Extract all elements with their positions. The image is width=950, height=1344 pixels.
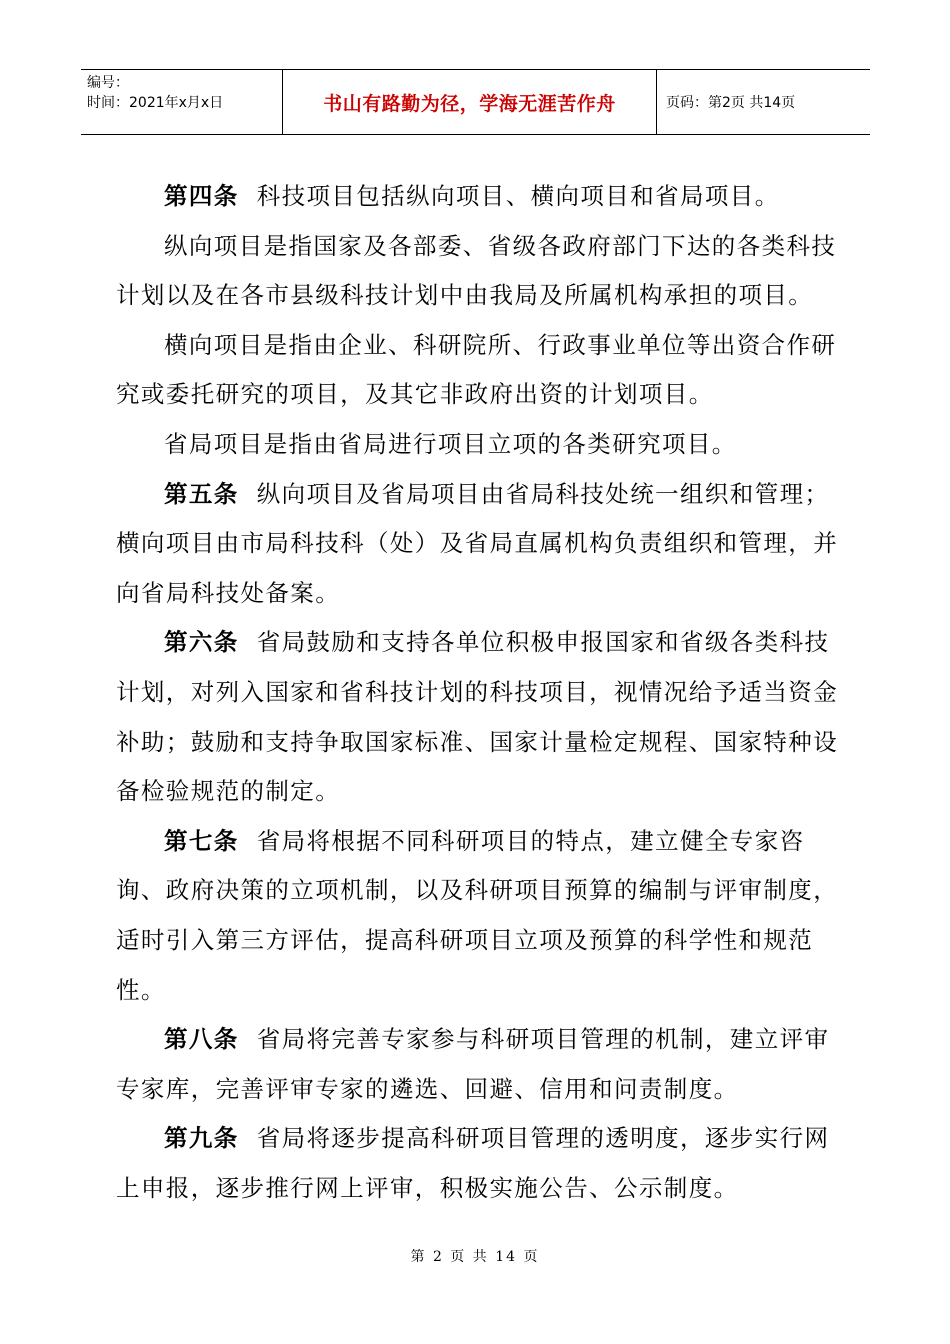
page-info: 页码：第2页 共14页 [666,95,796,111]
number-label: 编号： [87,75,129,91]
paragraph-text: 科技项目包括纵向项目、横向项目和省局项目。 [256,182,780,210]
paragraph-article-8 [116,1015,846,1114]
page-info-cell [657,70,870,134]
paragraph-text: 省局将根据不同科研项目的特点，建立健全专家咨询、政府决策的立项机制，以及科研项目预算的编制与评审制度，适时引入第三方评估，提高科研项目立项及预算的科学性和规范性。 [116,826,839,1004]
document-body [116,172,846,1213]
footer-page-number: 第 2 页 共 14 页 [410,1249,540,1265]
article-label: 第八条 [164,1025,239,1054]
article-label: 第九条 [164,1124,239,1153]
paragraph-article-9 [116,1114,846,1213]
header-table [81,69,870,135]
time-label: 时间：2021年x月x日 [87,95,224,111]
paragraph-text: 省局将完善专家参与科研项目管理的机制，建立评审专家库，完善评审专家的遴选、回避、信用和问责制度。 [116,1025,830,1103]
paragraph-text: 省局将逐步提高科研项目管理的透明度，逐步实行网上申报，逐步推行网上评审，积极实施公告、公示制度。 [116,1124,830,1202]
motto-cell [282,70,657,134]
paragraph-article-5 [116,470,846,619]
page-footer [0,1246,950,1266]
article-label: 第七条 [164,826,239,855]
paragraph-text: 横向项目是指由企业、科研院所、行政事业单位等出资合作研究或委托研究的项目，及其它非政府出资的计划项目。 [116,330,837,409]
paragraph-bureau-projects [116,420,846,470]
article-label: 第五条 [164,479,239,508]
paragraph-text: 省局项目是指由省局进行项目立项的各类研究项目。 [164,429,737,458]
paragraph-horizontal-projects [116,321,846,420]
paragraph-text: 纵向项目是指国家及各部委、省级各政府部门下达的各类科技计划以及在各市县级科技计划中由我局及所属机构承担的项目。 [116,231,837,310]
article-label: 第四条 [164,182,239,210]
article-label: 第六条 [164,628,239,657]
paragraph-text: 省局鼓励和支持各单位积极申报国家和省级各类科技计划，对列入国家和省科技计划的科技项目，视情况给予适当资金补助；鼓励和支持争取国家标准、国家计量检定规程、国家特种设备检验规范的制定。 [116,628,839,806]
paragraph-article-7 [116,817,846,1015]
header-left-cell [81,70,282,134]
paragraph-article-6 [116,618,846,816]
paragraph-text: 纵向项目及省局项目由省局科技处统一组织和管理；横向项目由市局科技科（处）及省局直属机构负责组织和管理，并向省局科技处备案。 [116,479,839,607]
motto-text: 书山有路勤为径，学海无涯苦作舟 [323,92,616,115]
paragraph-vertical-projects [116,222,846,321]
paragraph-article-4 [116,172,846,222]
